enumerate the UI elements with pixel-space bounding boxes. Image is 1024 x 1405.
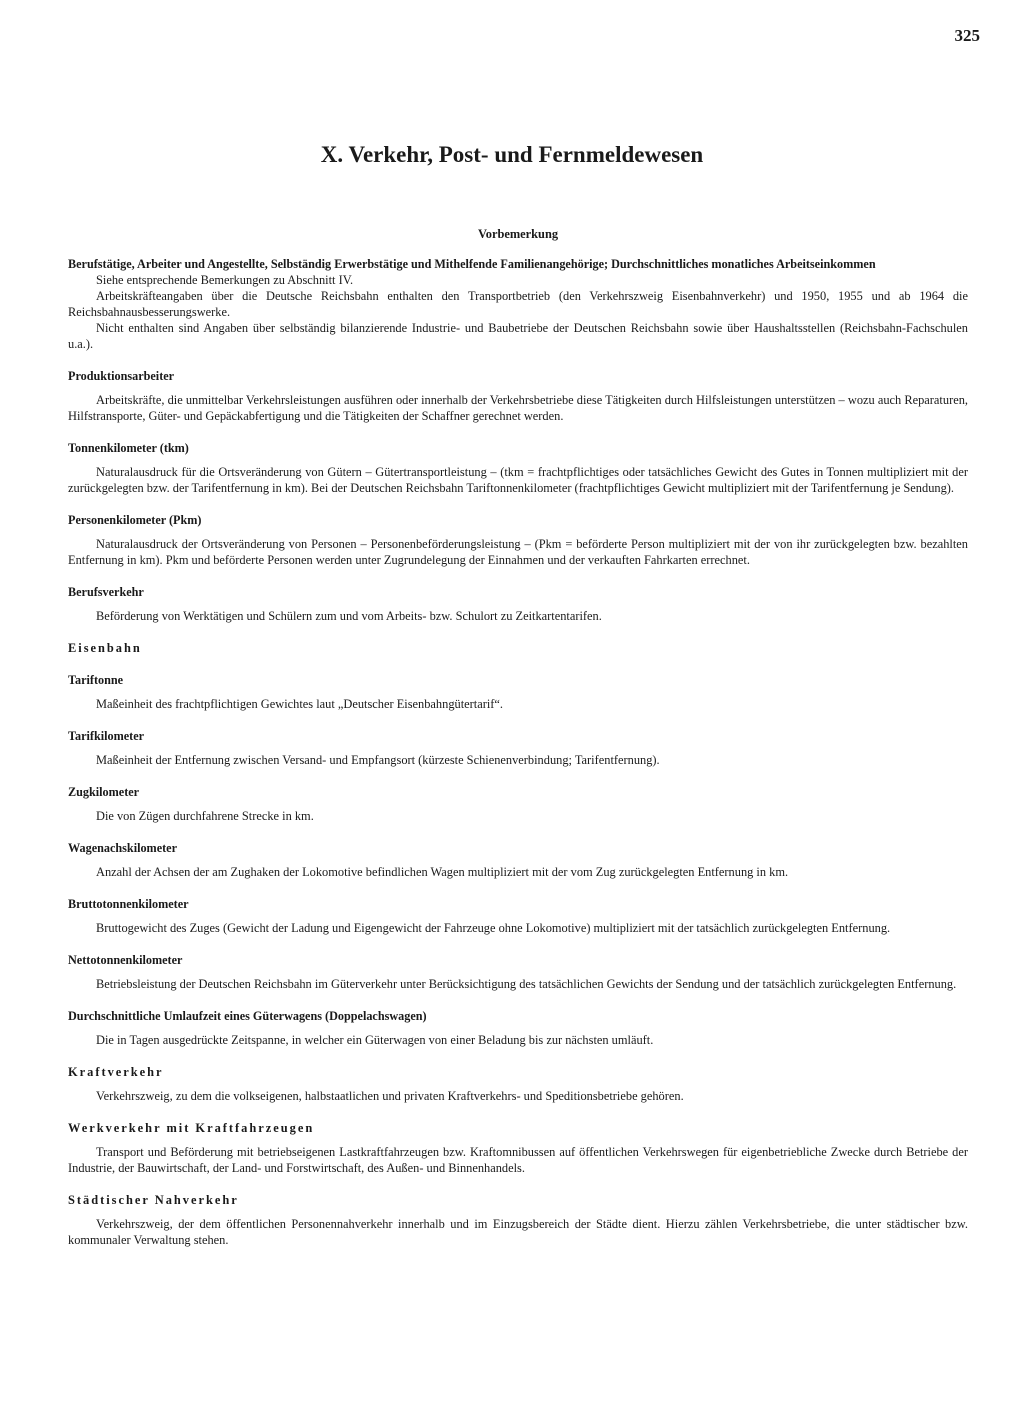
entry-text: Naturalausdruck für die Ortsveränderung von Gütern – Gütertransportleistung – (tkm = frachtpflichtiges oder tatsächliches Gewicht des Gutes in Tonnen multipliziert mit der zurückgelegten bzw. der Tarifentfernung in km). Bei der Deutschen Reichsbahn Tariftonnenkilometer (frachtpflichtiges Gewicht multipliziert mit der Tarifentfernung je Sendung). — [68, 465, 968, 495]
sub-title: Vorbemerkung — [477, 227, 559, 241]
entry-heading-produktionsarbeiter: Produktionsarbeiter — [68, 369, 175, 383]
entry-text: Betriebsleistung der Deutschen Reichsbahn im Güterverkehr unter Berücksichtigung des tatsächlichen Gewichts der Sendung und der tatsächlich zurückgelegten Entfernung. — [96, 977, 957, 991]
entry-heading-personenkilometer: Personenkilometer (Pkm) — [68, 513, 202, 527]
entry-heading-wagenachskilometer: Wagenachskilometer — [68, 841, 177, 855]
entry-text: Anzahl der Achsen der am Zughaken der Lokomotive befindlichen Wagen multipliziert mit der vom Zug zurückgelegten Entfernung in km. — [96, 865, 789, 879]
entry-heading-zugkilometer: Zugkilometer — [68, 785, 140, 799]
entry-text: Verkehrszweig, der dem öffentlichen Personennahverkehr innerhalb und im Einzugsbereich der Städte dient. Hierzu zählen Verkehrsbetriebe, die unter städtischer bzw. kommunaler Verwaltung stehen. — [68, 1217, 968, 1247]
entry-text: Die von Zügen durchfahrene Strecke in km. — [96, 809, 314, 823]
page-number: 325 — [954, 26, 980, 45]
section-heading-nahverkehr: Städtischer Nahverkehr — [68, 1193, 239, 1207]
intro-paragraph: Nicht enthalten sind Angaben über selbständig bilanzierende Industrie- und Baubetriebe der Deutschen Reichsbahn sowie über Haushaltsstellen (Reichsbahn-Fachschulen u.a.). — [68, 321, 968, 351]
entry-text: Die in Tagen ausgedrückte Zeitspanne, in welcher ein Güterwagen von einer Beladung bis zur nächsten umläuft. — [96, 1033, 654, 1047]
intro-paragraph: Siehe entsprechende Bemerkungen zu Abschnitt IV. — [96, 273, 354, 287]
entry-text: Bruttogewicht des Zuges (Gewicht der Ladung und Eigengewicht der Fahrzeuge ohne Lokomotive) multipliziert mit der tatsächlich zurückgelegten Entfernung. — [96, 921, 891, 935]
chapter-title: X. Verkehr, Post- und Fernmeldewesen — [320, 142, 704, 167]
document-body — [68, 226, 968, 1248]
entry-heading-berufsverkehr: Berufsverkehr — [68, 585, 144, 599]
entry-text: Transport und Beförderung mit betriebseigenen Lastkraftfahrzeugen bzw. Kraftomnibussen auf öffentlichen Verkehrswegen für eigenbetriebliche Zwecke durch Betriebe der Industrie, der Bauwirtschaft, der Land- und Forstwirtschaft, des Außen- und Binnenhandels. — [68, 1145, 968, 1175]
entry-heading-umlaufzeit: Durchschnittliche Umlaufzeit eines Güterwagens (Doppelachswagen) — [68, 1009, 427, 1023]
section-heading-kraftverkehr: Kraftverkehr — [68, 1065, 164, 1079]
entry-heading-tonnenkilometer: Tonnenkilometer (tkm) — [68, 441, 189, 455]
entry-heading-nettotonnenkilometer: Nettotonnenkilometer — [68, 953, 183, 967]
intro-paragraph: Arbeitskräfteangaben über die Deutsche Reichsbahn enthalten den Transportbetrieb (den Verkehrszweig Eisenbahnverkehr) und 1950, 1955 und ab 1964 die Reichsbahnausbesserungswerke. — [68, 289, 968, 319]
section-heading-eisenbahn: Eisenbahn — [68, 641, 142, 655]
entry-text: Beförderung von Werktätigen und Schülern zum und vom Arbeits- bzw. Schulort zu Zeitkartentarifen. — [96, 609, 602, 623]
entry-text: Arbeitskräfte, die unmittelbar Verkehrsleistungen ausführen oder innerhalb der Verkehrsbetriebe diese Tätigkeiten durch Hilfsleistungen unterstützen – wozu auch Reparaturen, Hilfstransporte, Güter- und Gepäckabfertigung und die Tätigkeiten der Schaffner gerechnet werden. — [68, 393, 968, 423]
entry-text: Maßeinheit der Entfernung zwischen Versand- und Empfangsort (kürzeste Schienenverbindung; Tarifentfernung). — [96, 753, 660, 767]
intro-heading: Berufstätige, Arbeiter und Angestellte, Selbständig Erwerbstätige und Mithelfende Familienangehörige; Durchschnittliches monatliches Arbeitseinkommen — [68, 257, 876, 271]
section-heading-werkverkehr: Werkverkehr mit Kraftfahrzeugen — [68, 1121, 315, 1135]
entry-text: Maßeinheit des frachtpflichtigen Gewichtes laut „Deutscher Eisenbahngütertarif“. — [96, 697, 504, 711]
entry-text: Verkehrszweig, zu dem die volkseigenen, halbstaatlichen und privaten Kraftverkehrs- und Speditionsbetriebe gehören. — [96, 1089, 684, 1103]
entry-heading-bruttotonnenkilometer: Bruttotonnenkilometer — [68, 897, 189, 911]
entry-heading-tariftonne: Tariftonne — [68, 673, 124, 687]
entry-heading-tarifkilometer: Tarifkilometer — [68, 729, 145, 743]
entry-text: Naturalausdruck der Ortsveränderung von Personen – Personenbeförderungsleistung – (Pkm = beförderte Person multipliziert mit der von ihr zurückgelegten bzw. bezahlten Entfernung in km). Pkm und beförderte Personen werden unter Zugrundelegung der Einnahmen und der verkauften Fahrkarten errechnet. — [68, 537, 968, 567]
